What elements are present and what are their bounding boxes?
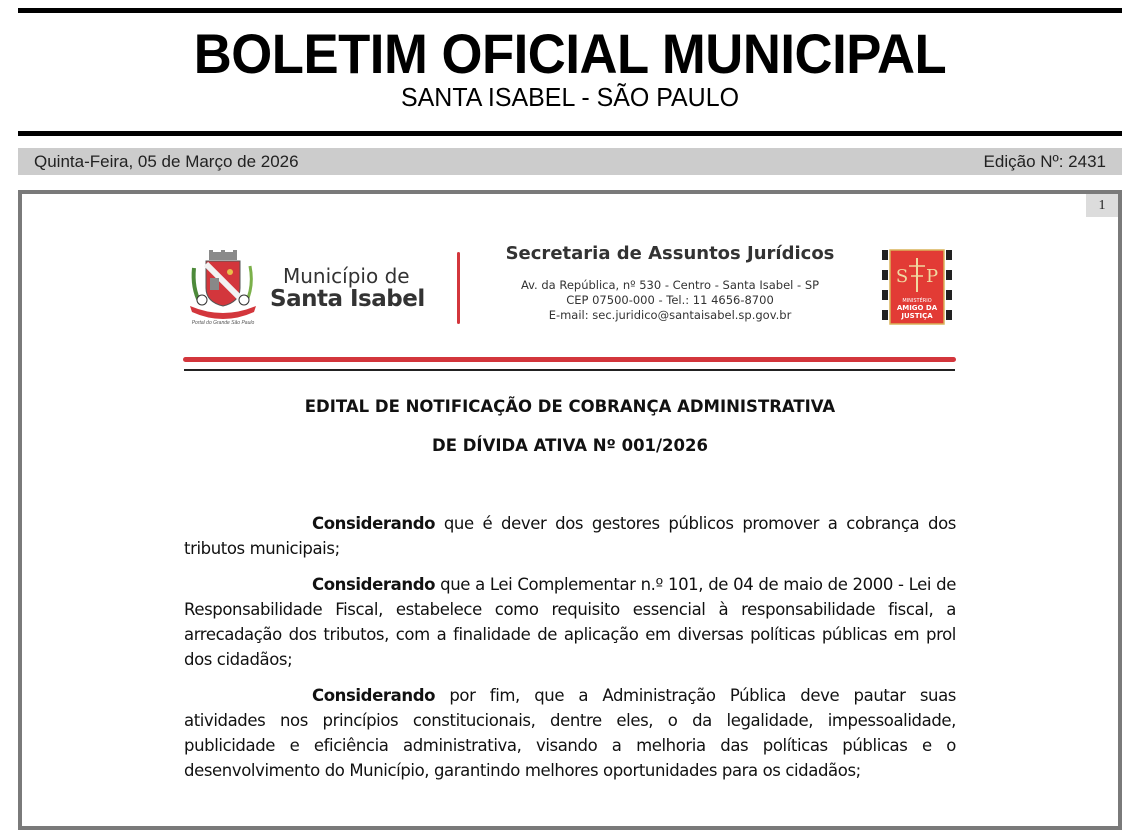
seal-letter-p: P (925, 266, 939, 287)
edital-title-line1: EDITAL DE NOTIFICAÇÃO DE COBRANÇA ADMINISTRATIVA (304, 397, 836, 416)
svg-text:AMIGO DA: AMIGO DA (896, 304, 938, 312)
header-top-rule (18, 8, 1122, 13)
considerando-paragraph-1 (184, 511, 956, 561)
considerando-paragraph-3 (184, 683, 956, 783)
header-bottom-rule (18, 131, 1122, 136)
paragraph-text: que é dever dos gestores públicos promover a cobrança dos tributos municipais; (184, 514, 956, 558)
bulletin-subtitle: SANTA ISABEL - SÃO PAULO (400, 82, 740, 112)
coat-of-arms-icon (184, 248, 262, 326)
seal-letter-s: S (895, 266, 909, 287)
amigo-da-justica-seal-icon (882, 248, 952, 326)
page-number: 1 (1086, 194, 1118, 217)
municipality-label: Município de (283, 264, 410, 288)
edital-title-line2: DE DÍVIDA ATIVA Nº 001/2026 (432, 436, 708, 455)
letterhead-divider (457, 252, 460, 324)
svg-text:MINISTÉRIO: MINISTÉRIO (902, 298, 932, 304)
paragraph-lead: Considerando (312, 575, 436, 594)
edition-number: Edição Nº: 2431 (983, 152, 1106, 171)
paragraph-text: que a Lei Complementar n.º 101, de 04 de maio de 2000 - Lei de Responsabilidade Fiscal, estabelece como requisito essencial à responsabilidade fiscal, a arrecadação dos tributos, com a finalidade de aplicação em diversas políticas públicas em prol dos cidadãos; (184, 575, 956, 669)
letterhead-black-rule (184, 369, 955, 371)
secretariat-email: E-mail: sec.juridico@santaisabel.sp.gov.br (548, 308, 792, 322)
paragraph-lead: Considerando (312, 514, 436, 533)
svg-text:Portal do Grande São Paulo: Portal do Grande São Paulo (191, 320, 255, 326)
considerando-paragraph-2 (184, 572, 956, 672)
secretariat-cep-phone: CEP 07500-000 - Tel.: 11 4656-8700 (566, 293, 774, 307)
secretariat-name: Secretaria de Assuntos Jurídicos (505, 243, 835, 264)
bulletin-title: BOLETIM OFICIAL MUNICIPAL (193, 22, 947, 85)
secretariat-address: Av. da República, nº 530 - Centro - Santa Isabel - SP (520, 278, 820, 292)
municipality-name: Santa Isabel (270, 286, 425, 312)
publication-date: Quinta-Feira, 05 de Março de 2026 (34, 152, 299, 171)
date-bar (18, 148, 1122, 175)
svg-text:JUSTIÇA: JUSTIÇA (901, 312, 933, 320)
paragraph-lead: Considerando (312, 686, 436, 705)
paragraph-text: por fim, que a Administração Pública deve pautar suas atividades nos princípios constitucionais, dentre eles, o da legalidade, impessoalidade, publicidade e eficiência administrativa, visando a melhoria das políticas públicas e o desenvolvimento do Município, garantindo melhores oportunidades para os cidadãos; (184, 686, 956, 780)
letterhead-red-rule (183, 357, 956, 362)
